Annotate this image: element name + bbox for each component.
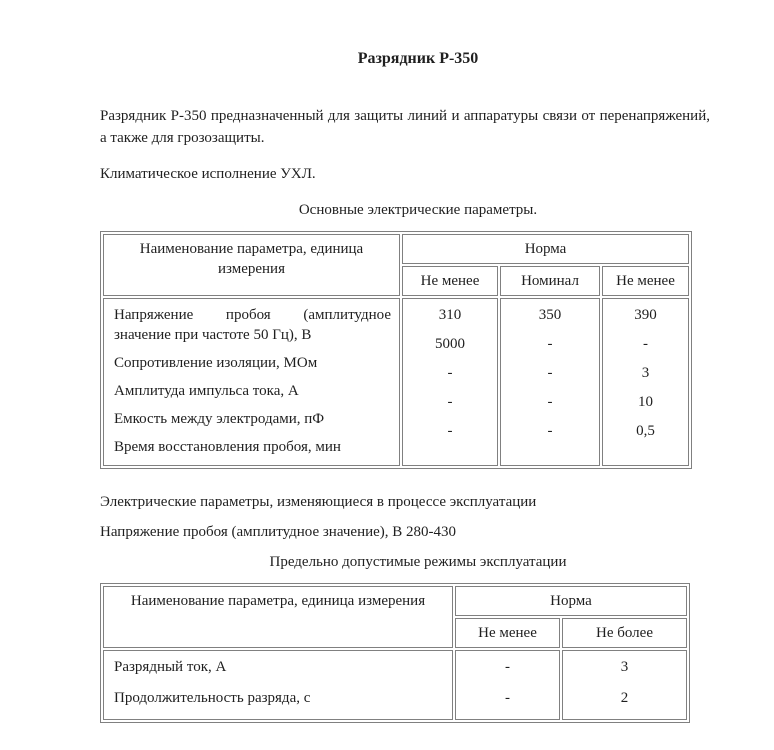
subheader-cell-nominal: Номинал — [500, 266, 600, 296]
changing-params-paragraph: Электрические параметры, изменяющиеся в процессе эксплуатации — [100, 494, 537, 510]
main-params-table — [100, 231, 692, 469]
value-line: - — [643, 336, 649, 352]
table-body-row — [103, 298, 689, 466]
header-cell-norm: Норма — [402, 234, 689, 264]
table-body-row — [103, 650, 687, 720]
subheader-cell-not-less: Не менее — [455, 618, 560, 648]
table-header-row — [103, 234, 689, 264]
value-line: 3 — [641, 365, 650, 381]
document-page — [100, 48, 710, 723]
param-line: Сопротивление изоляции, МОм — [114, 355, 318, 371]
value-line: 2 — [620, 690, 629, 706]
header-cell-parameter: Наименование параметра, единица измерения — [103, 234, 400, 296]
header-cell-parameter: Наименование параметра, единица измерения — [103, 586, 453, 648]
value-line: 0,5 — [636, 423, 655, 439]
param-line: Напряжение пробоя (амплитудное значение при частоте 50 Гц), В — [114, 307, 391, 343]
values-not-less-cell — [455, 650, 560, 720]
value-line: - — [547, 423, 553, 439]
intro-paragraph: Разрядник Р-350 предназначенный для защиты линий и аппаратуры связи от перенапряжений, а также для грозозащиты. — [100, 108, 710, 146]
subheader-cell-not-less-right: Не менее — [602, 266, 689, 296]
parameter-names-cell — [103, 650, 453, 720]
values-not-more-cell — [562, 650, 687, 720]
subheader-cell-not-less: Не менее — [402, 266, 498, 296]
value-line: 350 — [538, 307, 562, 323]
header-cell-norm: Норма — [455, 586, 687, 616]
climate-paragraph: Климатическое исполнение УХЛ. — [100, 166, 316, 182]
values-nominal-cell — [500, 298, 600, 466]
values-not-less-right-cell — [602, 298, 689, 466]
limits-table — [100, 583, 690, 723]
value-line: - — [447, 365, 453, 381]
value-line: - — [505, 659, 510, 675]
value-line: 390 — [634, 307, 657, 323]
value-line: - — [547, 336, 553, 352]
breakdown-voltage-paragraph: Напряжение пробоя (амплитудное значение), В 280-430 — [100, 524, 457, 540]
value-line: - — [547, 365, 553, 381]
limits-caption: Предельно допустимые режимы эксплуатации — [269, 554, 567, 570]
values-not-less-cell — [402, 298, 498, 466]
page-title: Разрядник Р-350 — [357, 50, 479, 67]
param-line: Продолжительность разряда, с — [114, 690, 311, 706]
value-line: - — [505, 690, 510, 706]
value-line: 310 — [438, 307, 462, 323]
value-line: 3 — [620, 659, 629, 675]
value-line: 10 — [638, 394, 654, 410]
parameter-names-cell — [103, 298, 400, 466]
param-line: Амплитуда импульса тока, А — [114, 383, 299, 399]
value-line: - — [447, 423, 453, 439]
main-params-caption: Основные электрические параметры. — [298, 202, 538, 218]
param-line: Время восстановления пробоя, мин — [114, 439, 341, 455]
subheader-cell-not-more: Не более — [562, 618, 687, 648]
param-line: Емкость между электродами, пФ — [114, 411, 325, 427]
value-line: - — [547, 394, 553, 410]
param-line: Разрядный ток, А — [114, 659, 227, 675]
value-line: 5000 — [435, 336, 465, 352]
value-line: - — [447, 394, 453, 410]
table-header-row — [103, 586, 687, 616]
